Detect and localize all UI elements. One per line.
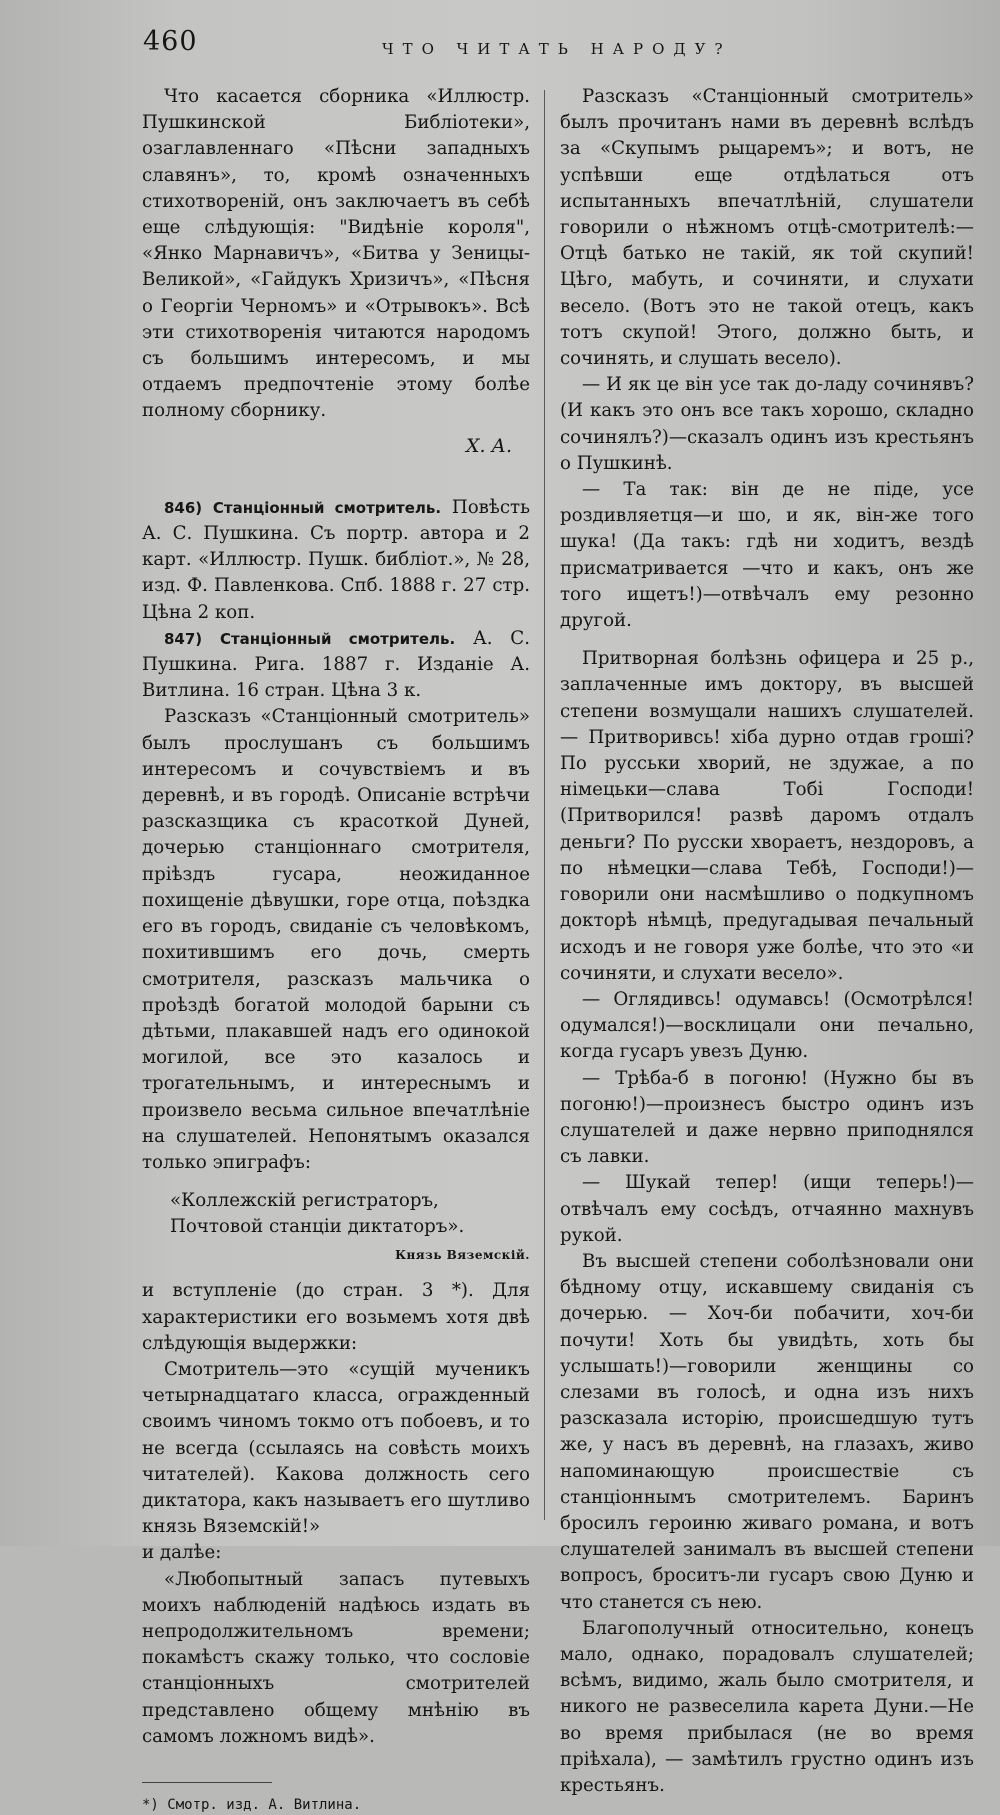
- signature: Х. А.: [465, 434, 512, 457]
- entry-title: Станціонный смотритель.: [219, 629, 456, 648]
- running-title: ЧТО ЧИТАТЬ НАРОДУ?: [382, 40, 732, 58]
- epigraph-line: «Коллежскій регистраторъ,: [170, 1190, 439, 1212]
- page-number: 460: [143, 26, 198, 57]
- paragraph: — Оглядивсь! одумавсь! (Осмотрѣлся! одумался!)—восклицали они печально, когда гусаръ увезъ Дуню.: [560, 988, 974, 1063]
- right-column: [560, 84, 974, 1799]
- paragraph: Въ высшей степени соболѣзновали они бѣдному отцу, искавшему свиданія съ дочерью. — Хоч-би побачити, хоч-би почути! Хоть бы увидѣть, хоть бы услышать!)—говорили женщины со слезами въ голосѣ, и одна изъ нихъ разсказала исторію, происшедшую тутъ же, у насъ въ деревнѣ, на глазахъ, живо напоминающую происшествіе съ станціоннымъ смотрителемъ. Баринъ бросилъ героиню живаго романа, и вотъ слушателей занималъ въ высшей степени вопросъ, броситъ-ли гусаръ свою Дуню и что станется съ нею.: [560, 1250, 974, 1613]
- paragraph: Смотритель—это «сущій мученикъ четырнадцатаго класса, огражденный своимъ чиномъ токмо отъ побоевъ, и то не всегда (ссылаясь на совѣсть моихъ читателей). Какова должность сего диктатора, какъ называетъ его шутливо князь Вяземскій!»: [142, 1358, 530, 1538]
- epigraph-line: Почтовой станціи диктаторъ».: [170, 1216, 465, 1238]
- paragraph: и вступленіе (до стран. 3 *). Для характеристики его возьмемъ хотя двѣ слѣдующія выдержки:: [142, 1280, 530, 1354]
- paragraph: — Та так: вiн де не піде, усе роздивляетця—и шо, и як, вiн-же того шука! (Да такъ: гдѣ ни ходитъ, вездѣ присматривается —что и какъ, онъ же того ищетъ!)—отвѣчалъ ему резонно другой.: [560, 479, 974, 632]
- entry-text: Повѣсть А. С. Пушкина. Съ портр. автора и 2 карт. «Иллюстр. Пушк. библіот.», № 28, изд. Ф. Павленкова. Спб. 1888 г. 27 стр. Цѣна 2 коп.: [142, 496, 530, 623]
- bibliography-entry-846: [142, 495, 530, 626]
- left-column: [142, 84, 530, 1815]
- paragraph: Разсказъ «Станціонный смотритель» былъ прочитанъ нами въ деревнѣ вслѣдъ за «Скупымъ рыцаремъ»; и вотъ, не успѣвши еще отдѣлаться отъ испытанныхъ впечатлѣній, слушатели говорили о нѣжномъ отцѣ-смотрителѣ:—Отцѣ батько не такій, як той скупий! Цѣго, мабуть, и сочиняти, и слухати весело. (Вотъ это не такой отецъ, какъ тотъ скупой! Этого, должно быть, и сочинять, и слушать весело).: [560, 86, 974, 370]
- quote-paragraph: «Любопытный запасъ путевыхъ моихъ наблюденій надѣюсь издать въ непродолжительномъ времени; покамѣстъ скажу только, что сословіе станціонныхъ смотрителей представлено общему мнѣнію въ самомъ ложномъ видѣ».: [142, 1568, 530, 1747]
- paragraph: — Трѣба-б в погоню! (Нужно бы въ погоню!)—произнесъ быстро одинъ изъ слушателей и даже нервно приподнялся съ лавки.: [560, 1067, 974, 1168]
- paragraph: — Шукай тепер! (ищи теперь!)—отвѣчалъ ему сосѣдъ, отчаянно махнувъ рукой.: [560, 1172, 974, 1246]
- entry-title: Станціонный смотритель.: [212, 498, 442, 517]
- entry-number: 847): [164, 629, 203, 648]
- paragraph: и далѣе:: [142, 1542, 222, 1564]
- bibliography-entry-847: [142, 626, 530, 705]
- paragraph: Разсказъ «Станціонный смотритель» былъ прослушанъ съ большимъ интересомъ и сочувствіемъ и въ деревнѣ, и въ городѣ. Описаніе встрѣчи разсказщика съ красоткой Дуней, дочерью станціоннаго смотрителя, пріѣздъ гусара, неожиданное похищеніе дѣвушки, горе отца, поѣздка его въ городъ, свиданіе съ человѣкомъ, похитившимъ его дочь, смерть смотрителя, разсказъ мальчика о проѣздѣ богатой молодой барыни съ дѣтьми, плакавшей надъ его одинокой могилой, все это казалось и трогательнымъ, и интереснымъ и произвело весьма сильное впечатлѣніе на слушателей. Непонятымъ оказался только эпиграфъ:: [142, 706, 530, 1173]
- footnote-rule: [142, 1782, 272, 1783]
- entry-number: 846): [164, 498, 203, 517]
- column-divider: [544, 90, 545, 1520]
- footnote: *) Смотр. изд. А. Витлина.: [142, 1796, 362, 1813]
- entry-text: А. С. Пушкина. Рига. 1887 г. Изданіе А. Витлина. 16 стран. Цѣна 3 к.: [142, 627, 530, 702]
- paragraph: Притворная болѣзнь офицера и 25 р., заплаченные имъ доктору, въ высшей степени возмущали нашихъ слушателей. — Притворивсь! хіба дурно отдав гроші? По русськи хворий, не здужае, а по нiмецьки—слава Тобі Господи! (Притворился! развѣ даромъ отдалъ деньги? По русски хвораетъ, нездоровъ, а по нѣмецки—слава Тебѣ, Господи!)—говорили они насмѣшливо о подкупномъ докторѣ нѣмцѣ, предугадывая печальный исходъ и не говоря уже болѣе, что это «и сочиняти, и слухати весело».: [560, 648, 974, 984]
- paragraph: Что касается сборника «Иллюстр. Пушкинской Библіотеки», озаглавленнаго «Пѣсни западныхъ славянъ», то, кромѣ означенныхъ стихотвореній, онъ заключаетъ въ себѣ еще слѣдующія: "Видѣніе короля", «Янко Марнавичъ», «Битва у Зеницы-Великой», «Гайдукъ Хризичъ», «Пѣсня о Георгіи Черномъ» и «Отрывокъ». Всѣ эти стихотворенія читаются народомъ съ большимъ интересомъ, и мы отдаемъ предпочтеніе этому болѣе полному сборнику.: [142, 86, 530, 422]
- paragraph: — И як це вiн усе так до-ладу сочинявъ? (И какъ это онъ все такъ хорошо, складно сочинялъ?)—сказалъ одинъ изъ крестьянъ о Пушкинѣ.: [560, 374, 974, 474]
- paragraph: Благополучный относительно, конецъ мало, однако, порадовалъ слушателей; всѣмъ, видимо, жаль было смотрителя, и никого не развеселила карета Дуни.—Не во время прибылася (не во время пріѣхала), — замѣтилъ грустно одинъ изъ крестьянъ.: [560, 1617, 974, 1796]
- epigraph-author: Князь Вяземскій.: [395, 1248, 530, 1263]
